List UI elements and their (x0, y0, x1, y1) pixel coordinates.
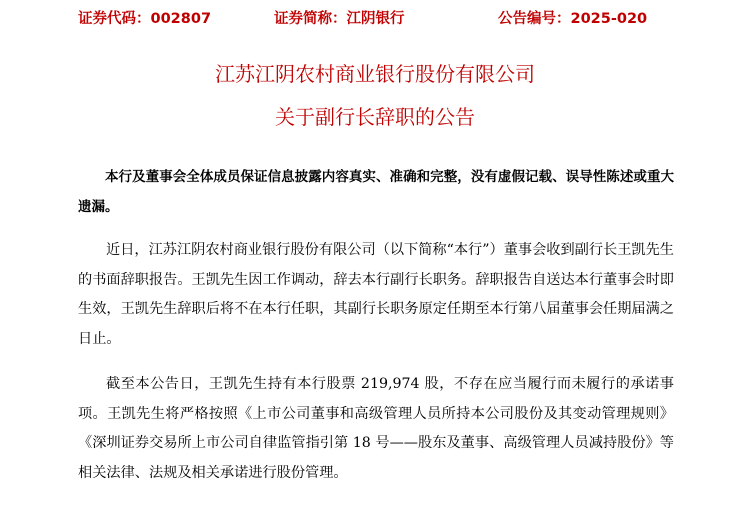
stock-code: 证券代码：002807 (78, 11, 212, 27)
body-paragraph-resignation: 近日，江苏江阴农村商业银行股份有限公司（以下简称“本行”）董事会收到副行长王凯先生的书面辞职报告。王凯先生因工作调动，辞去本行副行长职务。辞职报告自送达本行董事会时即生效，王凯先生辞职后将不在本行任职，其副行长职务原定任期至本行第八届董事会任期届满之日止。 (78, 242, 674, 347)
notice-title: 关于副行长辞职的公告 (275, 105, 475, 129)
stock-abbreviation: 证券简称：江阴银行 (274, 11, 405, 27)
document-header (0, 8, 750, 30)
announcement-number: 公告编号：2025-020 (498, 11, 648, 27)
body-paragraph-shareholding: 截至本公告日，王凯先生持有本行股票 219,974 股，不存在应当履行而未履行的承诺事项。王凯先生将严格按照《上市公司董事和高级管理人员所持本公司股份及其变动管理规则》《深圳证券交易所上市公司自律监管指引第 18 号——股东及董事、高级管理人员减持股份》等相关法律、法规及相关承诺进行股份管理。 (78, 376, 674, 481)
board-statement: 本行及董事会全体成员保证信息披露内容真实、准确和完整，没有虚假记载、误导性陈述或重大遗漏。 (78, 169, 674, 215)
company-title: 江苏江阴农村商业银行股份有限公司 (215, 62, 535, 86)
